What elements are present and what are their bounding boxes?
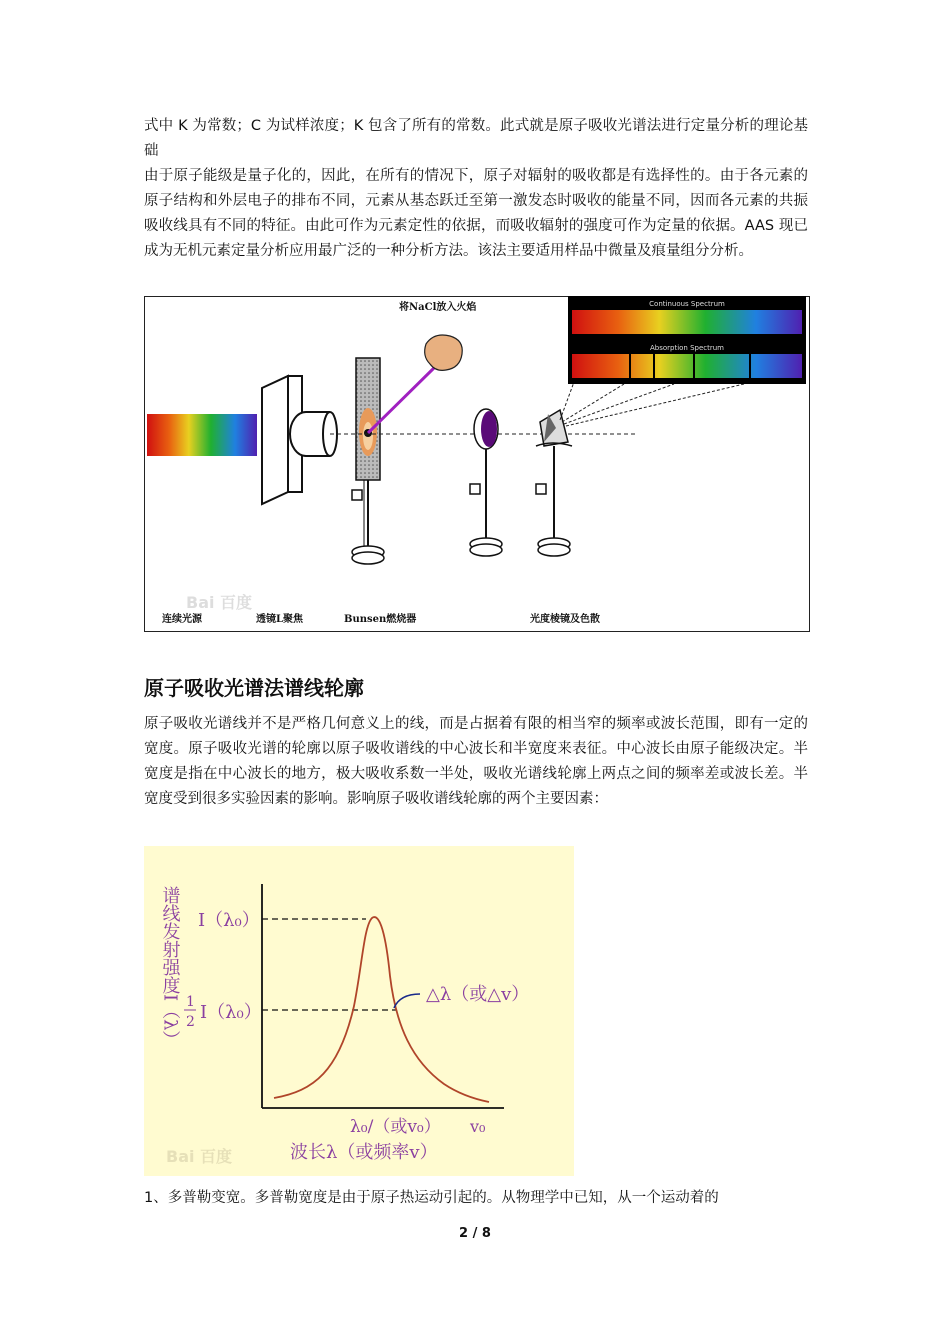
top-label: 将NaCl放入火焰	[399, 302, 477, 313]
peak-label: I（λ₀）	[198, 910, 260, 931]
paragraph-4: 1、多普勒变宽。多普勒宽度是由于原子热运动引起的。从物理学中已知，从一个运动着的	[144, 1190, 719, 1206]
caption-lens: 透镜L聚焦	[256, 614, 304, 625]
page-number: 2 / 8	[459, 1226, 491, 1241]
svg-text:Continuous Spectrum: Continuous Spectrum	[649, 300, 725, 308]
x-v0-label: v₀	[470, 1117, 486, 1136]
half-denominator: 2	[186, 1014, 195, 1030]
half-numerator: 1	[186, 994, 195, 1010]
watermark: Bai 百度	[186, 593, 253, 612]
paragraph-2: 由于原子能级是量子化的，因此，在所有的情况下，原子对辐射的吸收都是有选择性的。由于各元素的原子结构和外层电子的排布不同，元素从基态跃迁至第一激发态时吸收的能量不同，因而各元素的共振吸收线具有不同的特征。由此可作为元素定性的依据，而吸收辐射的强度可作为定量的依据。AAS 现已成为无机元素定量分析应用最广泛的一种分析方法。该法主要适用样品中微量及痕量组分分析。	[144, 168, 808, 259]
paragraph-1: 式中 K 为常数；C 为试样浓度；K 包含了所有的常数。此式就是原子吸收光谱法进行定量分析的理论基础	[144, 118, 808, 159]
watermark: Bai 百度	[166, 1147, 233, 1166]
light-beam	[147, 414, 257, 456]
half-label: I（λ₀）	[200, 1002, 262, 1023]
spectrum-panel	[568, 296, 806, 384]
x-center-label: λ₀/（或v₀）	[350, 1117, 441, 1137]
paragraph-3: 原子吸收光谱线并不是严格几何意义上的线，而是占据着有限的相当窄的频率或波长范围，即有一定的宽度。原子吸收光谱的轮廓以原子吸收谱线的中心波长和半宽度来表征。中心波长由原子能级决定。半宽度是指在中心波长的地方，极大吸收系数一半处，吸收光谱线轮廓上两点之间的频率差或波长差。半宽度受到很多实验因素的影响。影响原子吸收谱线轮廓的两个主要因素：	[144, 716, 808, 807]
caption-light-source: 连续光源	[162, 614, 202, 625]
width-label: △λ（或△v）	[426, 984, 530, 1005]
aas-apparatus-figure	[144, 296, 810, 632]
section-heading: 原子吸收光谱法谱线轮廓	[144, 676, 364, 700]
svg-text:Absorption Spectrum: Absorption Spectrum	[649, 344, 725, 352]
x-axis-label: 波长λ（或频率v）	[290, 1142, 438, 1163]
caption-prism: 光度棱镜及色散	[530, 614, 600, 625]
y-axis-label: 谱线发射强度I（λ）	[159, 886, 181, 1049]
caption-burner: Bunsen燃烧器	[344, 614, 417, 625]
line-profile-figure	[144, 846, 574, 1176]
